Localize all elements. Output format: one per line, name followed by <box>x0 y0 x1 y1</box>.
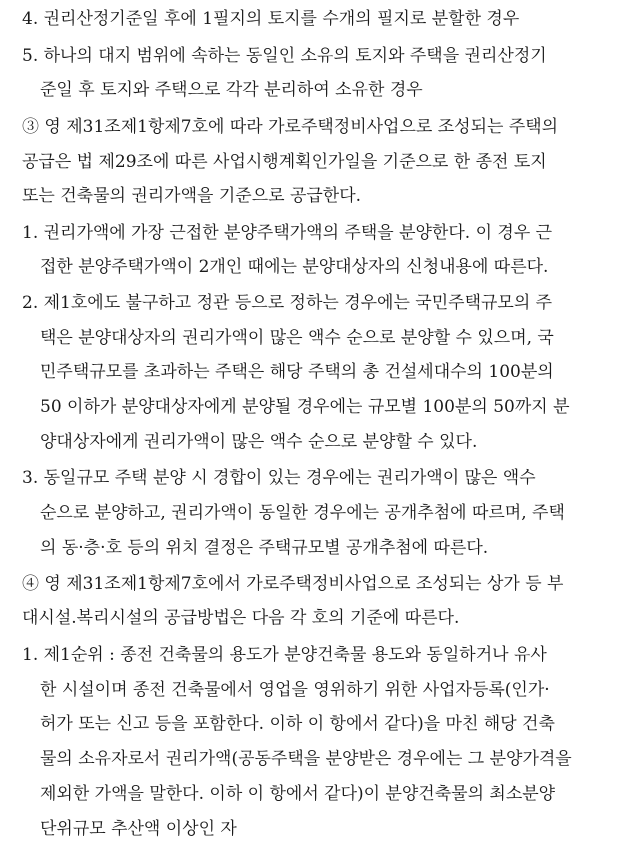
list-item-2-line-4: 50 이하가 분양대상자에게 분양될 경우에는 규모별 100분의 50까지 분 <box>40 397 570 417</box>
list-item-3-line-1: 3. 동일규모 주택 분양 시 경합이 있는 경우에는 권리가액이 많은 액수 <box>22 468 536 488</box>
paragraph-4-line-2: 대시설.복리시설의 공급방법은 다음 각 호의 기준에 따른다. <box>22 608 460 628</box>
list-item-3-line-2: 순으로 분양하고, 권리가액이 동일한 경우에는 공개추첨에 따르며, 주택 <box>40 503 565 523</box>
list-item-2-line-5: 양대상자에게 권리가액이 많은 액수 순으로 분양할 수 있다. <box>40 432 478 452</box>
list-item-4: 4. 권리산정기준일 후에 1필지의 토지를 수개의 필지로 분할한 경우 <box>22 9 520 29</box>
paragraph-3-line-2: 공급은 법 제29조에 따른 사업시행계획인가일을 기준으로 한 종전 토지 <box>22 152 547 172</box>
list-item-1-line-2: 접한 분양주택가액이 2개인 때에는 분양대상자의 신청내용에 따른다. <box>40 257 549 277</box>
rank-1-line-5: 제외한 가액을 말한다. 이하 이 항에서 같다)이 분양건축물의 최소분양 <box>40 784 556 804</box>
list-item-1-line-1: 1. 권리가액에 가장 근접한 분양주택가액의 주택을 분양한다. 이 경우 근 <box>22 223 553 243</box>
list-item-5-line-2: 준일 후 토지와 주택으로 각각 분리하여 소유한 경우 <box>40 80 423 100</box>
rank-1-line-3: 허가 또는 신고 등을 포함한다. 이하 이 항에서 같다)을 마친 해당 건축 <box>40 714 555 734</box>
rank-1-line-2: 한 시설이며 종전 건축물에서 영업을 영위하기 위한 사업자등록(인가· <box>40 680 550 700</box>
paragraph-3-line-3: 또는 건축물의 권리가액을 기준으로 공급한다. <box>22 186 362 206</box>
paragraph-3-line-1: ③ 영 제31조제1항제7호에 따라 가로주택정비사업으로 조성되는 주택의 <box>22 117 559 137</box>
rank-1-line-1: 1. 제1순위 : 종전 건축물의 용도가 분양건축물 용도와 동일하거나 유사 <box>22 645 547 665</box>
paragraph-4-line-1: ④ 영 제31조제1항제7호에서 가로주택정비사업으로 조성되는 상가 등 부 <box>22 574 564 594</box>
rank-1-line-4: 물의 소유자로서 권리가액(공동주택을 분양받은 경우에는 그 분양가격을 <box>40 749 572 769</box>
list-item-2-line-3: 민주택규모를 초과하는 주택은 해당 주택의 총 건설세대수의 100분의 <box>40 362 554 382</box>
list-item-2-line-2: 택은 분양대상자의 권리가액이 많은 액수 순으로 분양할 수 있으며, 국 <box>40 328 554 348</box>
list-item-2-line-1: 2. 제1호에도 불구하고 정관 등으로 정하는 경우에는 국민주택규모의 주 <box>22 293 553 313</box>
rank-1-line-6: 단위규모 추산액 이상인 자 <box>40 819 237 839</box>
list-item-3-line-3: 의 동·층·호 등의 위치 결정은 주택규모별 공개추첨에 따른다. <box>40 538 489 558</box>
list-item-5-line-1: 5. 하나의 대지 범위에 속하는 동일인 소유의 토지와 주택을 권리산정기 <box>22 46 547 66</box>
